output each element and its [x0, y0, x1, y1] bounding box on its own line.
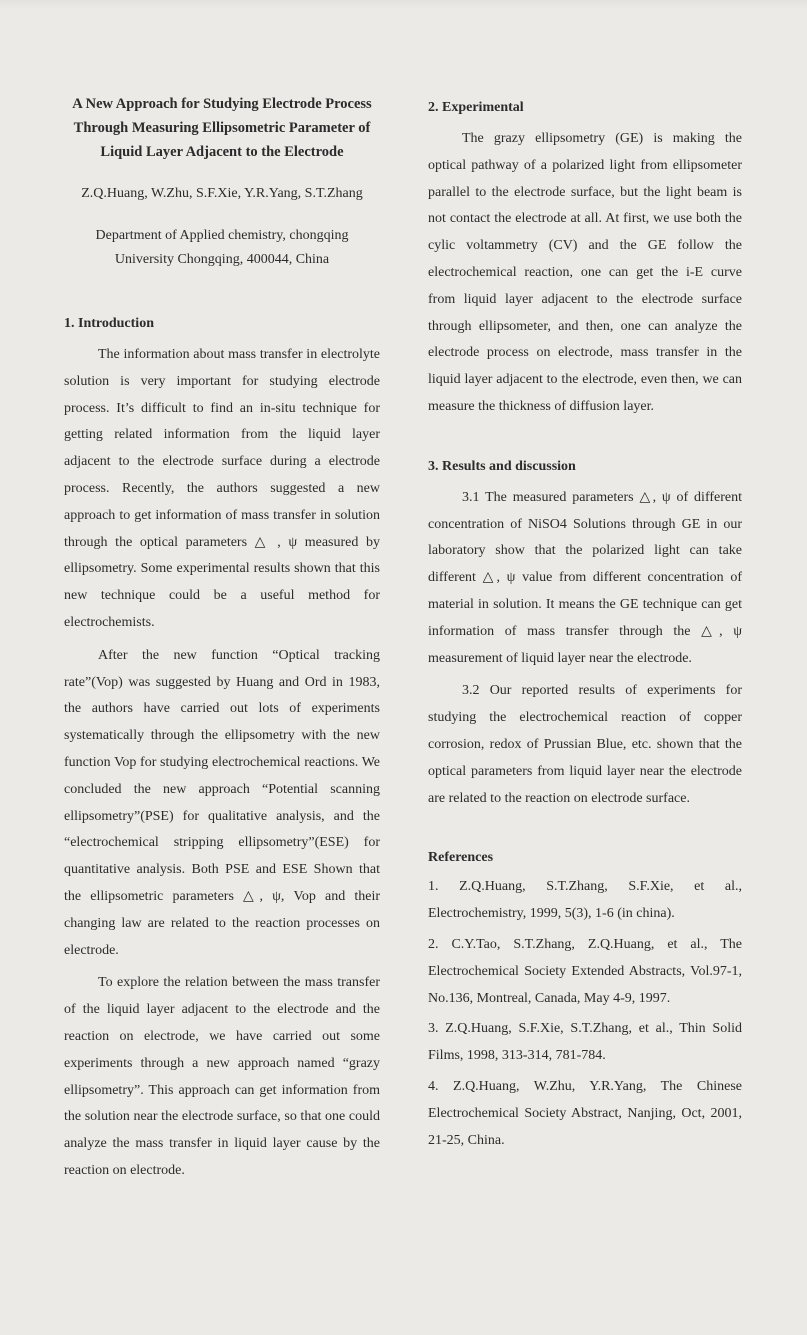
paragraph: After the new function “Optical tracking rate”(Vop) was suggested by Huang and Ord in 1983, the authors have carried out lots of experiments systematically through the ellipsometry with the new function Vop for studying electrochemical reactions. We concluded the new approach “Potential scanning ellipsometry”(PSE) for qualitative analysis, and the “electrochemical stripping ellipsometry”(ESE) for quantitative analysis. Both PSE and ESE Shown that the ellipsometric parameters △, ψ, Vop and their changing law are related to the reaction processes on electrode. — [64, 647, 380, 958]
affiliation-line: Department of Applied chemistry, chongqing — [95, 228, 349, 243]
section-heading-introduction: 1. Introduction — [64, 316, 154, 331]
title-line: A New Approach for Studying Electrode Process — [72, 96, 372, 112]
paragraph: The grazy ellipsometry (GE) is making the optical pathway of a polarized light from ellipsometer parallel to the electrode surface, but the light beam is not contact the electrode at all. At first, we use both the cylic voltammetry (CV) and the GE follow the electrochemical reaction, one can get the i-E curve from liquid layer adjacent to the electrode surface through ellipsometer, and then, one can analyze the electrode process on electrode, mass transfer in the liquid layer adjacent to the electrode, even then, we can measure the thickness of diffusion layer. — [428, 131, 742, 414]
page-fold — [0, 0, 807, 10]
paragraph: 3.1 The measured parameters △, ψ of different concentration of NiSO4 Solutions through GE in our laboratory show that the polarized light can take different △, ψ value from different concentration of material in solution. It means the GE technique can get information of mass transfer through the △, ψ measurement of liquid layer near the electrode. — [428, 489, 742, 666]
paragraph: The information about mass transfer in electrolyte solution is very important for studying electrode process. It’s difficult to find an in-situ technique for getting related information from the liquid layer adjacent to the electrode surface during a electrode process. Recently, the authors suggested a new approach to get information of mass transfer in solution through the optical parameters △ , ψ measured by ellipsometry. Some experimental results shown that this new technique could be a useful method for electrochemists. — [64, 347, 380, 630]
right-column — [428, 96, 742, 1158]
affiliation — [64, 224, 380, 272]
paragraph: To explore the relation between the mass transfer of the liquid layer adjacent to the electrode and the reaction on electrode, we have carried out some experiments through a new approach named “grazy ellipsometry”. This approach can get information from the solution near the electrode surface, so that one could analyze the mass transfer in liquid layer cause by the reaction on electrode. — [64, 975, 380, 1178]
section-heading-experimental: 2. Experimental — [428, 100, 524, 115]
reference-item: 3. Z.Q.Huang, S.F.Xie, S.T.Zhang, et al., Thin Solid Films, 1998, 313-314, 781-784. — [428, 1021, 742, 1064]
section-heading-results: 3. Results and discussion — [428, 458, 576, 474]
reference-item: 1. Z.Q.Huang, S.T.Zhang, S.F.Xie, et al., Electrochemistry, 1999, 5(3), 1-6 (in china). — [428, 879, 742, 922]
reference-list — [428, 874, 742, 1154]
references-heading: References — [428, 850, 494, 866]
reference-item: 4. Z.Q.Huang, W.Zhu, Y.R.Yang, The Chinese Electrochemical Society Abstract, Nanjing, Oct, 2001, 21-25, China. — [428, 1078, 742, 1148]
paragraph: 3.2 Our reported results of experiments for studying the electrochemical reaction of copper corrosion, redox of Prussian Blue, etc. shown that the optical parameters from liquid layer near the electrode are related to the reaction on electrode surface. — [428, 683, 742, 806]
paper-title — [64, 92, 380, 164]
title-line: Through Measuring Ellipsometric Parameter of — [73, 120, 371, 136]
author-list: Z.Q.Huang, W.Zhu, S.F.Xie, Y.R.Yang, S.T.Zhang — [81, 186, 363, 201]
reference-item: 2. C.Y.Tao, S.T.Zhang, Z.Q.Huang, et al., The Electrochemical Society Extended Abstracts, Vol.97-1, No.136, Montreal, Canada, May 4-9, 1997. — [428, 936, 742, 1006]
affiliation-line: University Chongqing, 400044, China — [114, 252, 330, 267]
title-line: Liquid Layer Adjacent to the Electrode — [100, 144, 344, 160]
left-column — [64, 92, 380, 1185]
